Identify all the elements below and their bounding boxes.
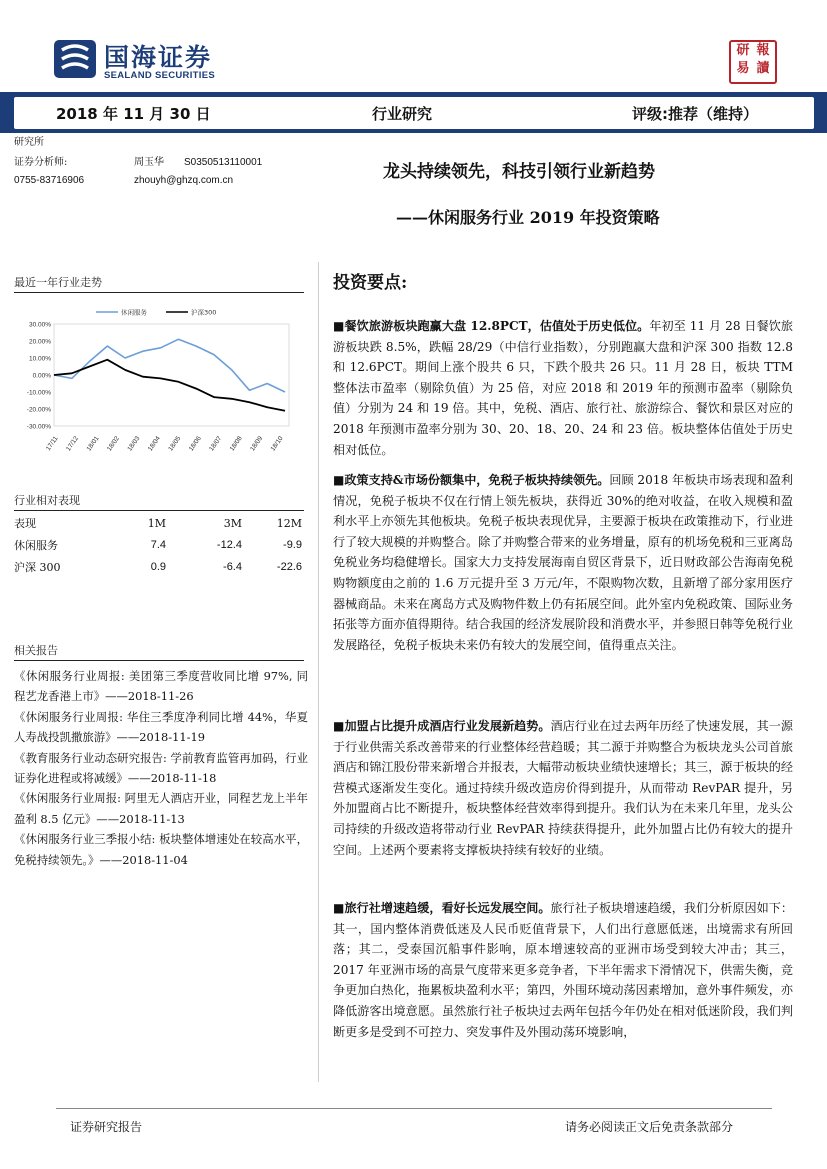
key-point-body: 年初至 11 月 28 日餐饮旅游板块跌 8.5%，跌幅 28/29（中信行业指数），分别跑赢大盘和沪深 300 指数 12.8 和 12.6PCT。期间上涨个股共 6 只，下跌个股共 26 只。11 月 28 日，板块 TTM 整体法市盈率（剔除负值）为 25 倍，对应 2018 和 2019 年的预测市盈率（剔除负值）分别为 24 和 19 倍。其中，免税、酒店、旅行社、旅游综合、餐饮和景区对应的 2018 年预测市盈率分别为 30、20、18、20、24 和 23 倍。板块整体估值处于历史相对低位。 — [333, 319, 794, 457]
table-cell: 0.9 — [150, 561, 166, 573]
page-subtitle: ——休闲服务行业 2019 年投资策略 — [396, 208, 660, 227]
x-tick-label: 18/02 — [105, 435, 122, 453]
stamp-char: 讀 — [756, 61, 770, 76]
y-tick-label: -10.00% — [26, 389, 51, 397]
key-point-body: 旅行社子板块增速趋缓，我们分析原因如下：其一，国内整体消费低迷及人民币贬值背景下，人们出行意愿低迷，出境需求有所回落；其二，受泰国沉船事件影响，原本增速较高的亚洲市场受到较大冲击；其三，2017 年亚洲市场的高景气度带来更多竞争者，下半年需求下滑情况下，供需失衡，竞争更加白热化，拖累板块盈利水平；第四，外围环境动荡因素增加，意外事件频发，亦降低游客出境意愿。虽然旅行社子板块过去两年包括今年仍处在相对低迷阶段，我们判断更多是受到不可控力、突发事件及外围动荡环境影响， — [333, 901, 793, 1039]
y-tick-label: 10.00% — [28, 355, 51, 363]
y-tick-label: -20.00% — [26, 406, 51, 414]
plot-area — [54, 324, 289, 426]
x-tick-label: 18/04 — [146, 435, 162, 453]
x-tick-label: 17/12 — [65, 435, 81, 453]
y-tick-label: -30.00% — [26, 423, 51, 431]
table-header-row — [14, 512, 302, 534]
page-title: 龙头持续领先，科技引领行业新趋势 — [383, 162, 655, 182]
table-cell: -6.4 — [223, 561, 242, 573]
table-row — [14, 556, 302, 578]
x-tick-label: 18/01 — [85, 435, 101, 453]
related-report-item[interactable]: 《休闲服务行业周报: 美团第三季度营收同比增 97%, 同程艺龙香港上市》——2018-11-26 — [14, 669, 308, 704]
report-category: 行业研究 — [372, 105, 433, 123]
trend-section-title: 最近一年行业走势 — [14, 276, 102, 289]
key-point-paragraph — [333, 470, 793, 655]
analyst-cert: S0350513110001 — [184, 157, 263, 168]
series-line — [54, 360, 285, 411]
x-tick-label: 18/09 — [249, 435, 265, 453]
table-cell: -9.9 — [283, 539, 302, 551]
table-row — [14, 534, 302, 556]
performance-section-title: 行业相对表现 — [14, 494, 80, 507]
key-points-title: 投资要点: — [333, 273, 408, 293]
related-report-item[interactable]: 《休闲服务行业三季报小结: 板块整体增速处在较高水平，免税持续领先。》——2018-11-04 — [14, 832, 308, 867]
stamp-char: 易 — [736, 61, 750, 76]
key-point-heading: ■加盟占比提升成酒店行业发展新趋势。 — [333, 719, 551, 733]
brand-name-cn: 国海证券 — [104, 43, 213, 72]
legend-label: 沪深300 — [191, 308, 217, 317]
key-point-paragraph — [333, 316, 793, 460]
x-tick-label: 18/05 — [167, 435, 183, 453]
x-tick-label: 18/08 — [228, 435, 244, 453]
legend-label: 休闲服务 — [121, 308, 147, 317]
series-line — [54, 339, 285, 392]
key-point-paragraph — [333, 716, 793, 860]
logo-icon — [54, 40, 96, 78]
x-tick-label: 18/07 — [208, 435, 224, 453]
report-rating: 评级:推荐（维持） — [632, 105, 758, 123]
footer-rule — [56, 1108, 772, 1109]
related-section-title: 相关报告 — [14, 644, 58, 657]
table-header: 12M — [276, 516, 302, 530]
x-tick-label: 18/10 — [269, 435, 285, 453]
related-report-item[interactable]: 《休闲服务行业周报: 华住三季度净利同比增 44%，华夏人寿战投凯撒旅游》——2018-11-19 — [14, 709, 308, 745]
divider — [14, 510, 304, 511]
table-cell: 休闲服务 — [14, 539, 58, 552]
x-tick-label: 18/03 — [126, 435, 142, 453]
key-point-body: 酒店行业在过去两年历经了快速发展，其一源于行业供需关系改善带来的行业整体经营趋暖；其二源于并购整合为板块龙头公司首旅酒店和锦江股份带来新增合并报表，大幅带动板块业绩快速增长；其三，源于板块的经营模式逐渐发生变化。通过持续升级改造房价得到提升，从而带动 RevPAR 提升，另外加盟商占比不断提升，板块整体经营效率得到提升。我们认为在未来几年里，龙头公司持续的升级改造将带动行业 RevPAR 持续获得提升，此外加盟占比仍有较大的提升空间。上述两个要素将支撑板块持续有较好的业绩。 — [333, 719, 793, 857]
research-stamp — [729, 40, 777, 84]
performance-table — [14, 512, 302, 578]
divider — [14, 292, 304, 293]
report-date: 2018 年 11 月 30 日 — [56, 105, 211, 123]
dept-label: 研究所 — [14, 137, 44, 148]
table-cell: -12.4 — [216, 539, 242, 551]
analyst-phone: 0755-83716906 — [14, 175, 85, 186]
table-header: 3M — [223, 516, 242, 530]
related-report-list — [14, 666, 308, 870]
y-tick-label: 0.00% — [32, 372, 51, 380]
table-cell: 沪深 300 — [14, 561, 61, 574]
key-point-paragraph — [333, 898, 793, 1042]
divider — [14, 660, 304, 661]
brand-name-en: SEALAND SECURITIES — [104, 70, 215, 81]
x-tick-label: 18/06 — [187, 435, 203, 453]
stamp-char: 研 — [736, 43, 750, 58]
related-report-item[interactable]: 《教育服务行业动态研究报告: 学前教育监管再加码，行业证券化进程或将减缓》——2018-11-18 — [14, 750, 308, 786]
analyst-role: 证券分析师: — [14, 157, 68, 168]
footer-right: 请务必阅读正文后免责条款部分 — [565, 1120, 734, 1134]
related-report-item[interactable]: 《休闲服务行业周报: 阿里无人酒店开业，同程艺龙上半年盈利 8.5 亿元》——2018-11-13 — [14, 791, 308, 826]
key-point-heading: ■餐饮旅游板块跑赢大盘 12.8PCT，估值处于历史低位。 — [333, 319, 650, 333]
table-header: 表现 — [14, 517, 36, 530]
key-point-heading: ■政策支持&市场份额集中，免税子板块持续领先。 — [333, 473, 610, 487]
y-tick-label: 20.00% — [28, 338, 51, 346]
x-tick-label: 17/11 — [44, 435, 60, 453]
table-cell: -22.6 — [276, 561, 302, 573]
footer-left: 证券研究报告 — [70, 1120, 143, 1134]
key-point-body: 回顾 2018 年板块市场表现和盈利情况，免税子板块不仅在行情上领先板块，获得近 30%的绝对收益，在收入规模和盈利水平上亦领先其他板块。免税子板块表现优异，主要源于板块在政策推动下，行业进行了较大规模的并购整合。除了并购整合带来的业务增量，原有的机场免税和三亚离岛免税业务均稳健增长。国家大力支持发展海南自贸区背景下，近日财政部公告海南免税购物额度由之前的 1.6 万元提升至 3 万元/年，不限购物次数，且新增了部分家用医疗器械商品。未来在离岛方式及购物件数上仍有拓展空间。此外室内免税政策、国际业务拓张等方面亦值得期待。结合我国的经济发展阶段和消费水平，并参照日韩等免税行业发展路径，免税子板块未来仍有较大的发展空间，值得重点关注。 — [333, 473, 793, 652]
table-cell: 7.4 — [150, 539, 166, 551]
analyst-email[interactable]: zhouyh@ghzq.com.cn — [134, 175, 234, 186]
key-point-heading: ■旅行社增速趋缓，看好长远发展空间。 — [333, 901, 551, 915]
stamp-char: 報 — [756, 43, 770, 58]
y-tick-label: 30.00% — [28, 321, 51, 329]
column-divider — [318, 262, 319, 1082]
table-header: 1M — [147, 516, 166, 530]
analyst-name: 周玉华 — [134, 157, 164, 168]
trend-chart — [14, 298, 304, 460]
